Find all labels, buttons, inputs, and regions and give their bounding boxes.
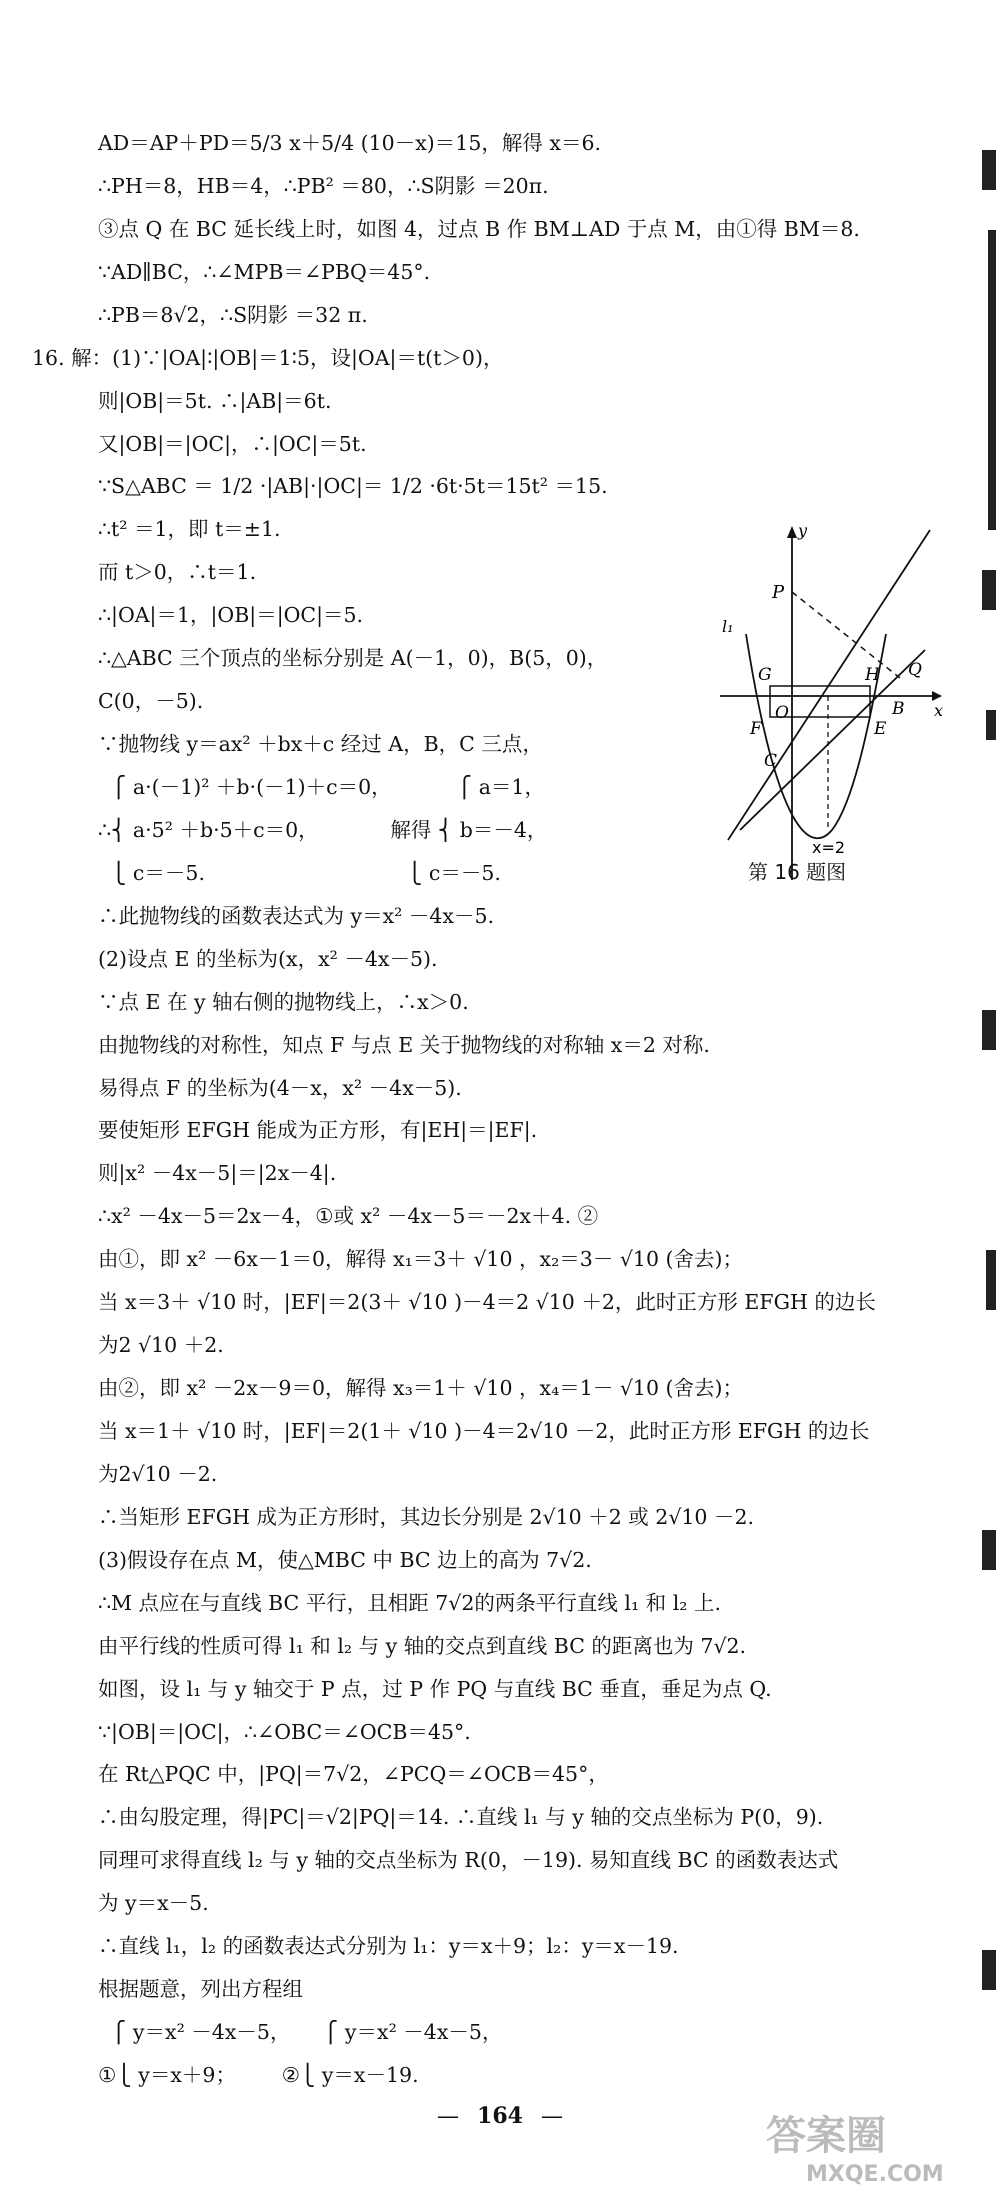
text-line-l44: 根据题意，列出方程组 [98,1977,303,2001]
label-b: B [892,699,905,719]
label-axis-x2: x=2 [812,838,846,857]
text-line-l24: 要使矩形 EFGH 能成为正方形，有|EH|＝|EF|. [98,1118,538,1142]
label-q: Q [908,660,922,680]
text-line-l25: 则|x² －4x－5|＝|2x－4|. [98,1161,337,1185]
y-axis-arrow [787,526,797,538]
text-line-l06: 16. 解：(1)∵|OA|∶|OB|＝1∶5，设|OA|＝t(t＞0)， [32,346,504,370]
watermark-logo [746,2101,986,2191]
text-line-l05: ∴PB＝8√2，∴S阴影 ＝32 π. [98,303,368,327]
text-line-l35: ∴M 点应在与直线 BC 平行，且相距 7√2的两条平行直线 l₁ 和 l₂ 上. [98,1591,722,1615]
text-line-l11: 而 t＞0，∴t＝1. [98,560,257,584]
text-line-l10: ∴t² ＝1，即 t＝±1. [98,517,281,541]
label-g: G [758,665,772,685]
text-line-l15: ∵抛物线 y＝ax² ＋bx＋c 经过 A，B，C 三点， [98,732,543,756]
watermark-url: MXQE.COM [806,2162,944,2187]
text-line-l31: 当 x＝1＋ √10 时，|EF|＝2(1＋ √10 )－4＝2√10 －2，此时正方形 EFGH 的边长 [98,1419,870,1443]
text-line-l40: ∴由勾股定理，得|PC|＝√2|PQ|＝14. ∴直线 l₁ 与 y 轴的交点坐标为 P(0，9). [98,1805,824,1829]
text-line-l23: 易得点 F 的坐标为(4－x，x² －4x－5). [98,1076,462,1100]
label-e: E [874,719,887,739]
text-line-l42: 为 y＝x－5. [98,1891,209,1915]
text-line-l45: ⎧ y＝x² －4x－5， ⎧ y＝x² －4x－5， [98,2020,503,2044]
segment-pq [792,592,900,678]
text-line-l20: (2)设点 E 的坐标为(x，x² －4x－5). [98,947,438,971]
text-line-l19: ∴此抛物线的函数表达式为 y＝x² －4x－5. [98,904,495,928]
watermark-text: 答案圈 [766,2113,886,2159]
text-line-l21: ∵点 E 在 y 轴右侧的抛物线上，∴x＞0. [98,990,469,1014]
page-number-value: 164 [477,2103,523,2129]
text-line-l16: ⎧ a·(－1)² ＋b·(－1)＋c＝0， ⎧ a＝1， [98,775,545,799]
text-line-l22: 由抛物线的对称性，知点 F 与点 E 关于抛物线的对称轴 x＝2 对称. [98,1033,710,1057]
text-line-l37: 如图，设 l₁ 与 y 轴交于 P 点，过 P 作 PQ 与直线 BC 垂直，垂足为点 Q. [98,1677,772,1701]
text-line-l04: ∵AD∥BC，∴∠MPB＝∠PBQ＝45°. [98,260,431,284]
text-line-l38: ∵|OB|＝|OC|，∴∠OBC＝∠OCB＝45°. [98,1720,471,1744]
text-line-l18: ⎩ c＝－5. ⎩ c＝－5. [98,861,501,885]
label-p: P [772,582,785,603]
text-line-l13: ∴△ABC 三个顶点的坐标分别是 A(－1，0)，B(5，0)， [98,646,608,670]
label-f: F [750,719,762,739]
figure-caption: 第 16 题图 [748,860,847,884]
text-line-l27: 由①，即 x² －6x－1＝0，解得 x₁＝3＋ √10 ，x₂＝3－ √10 (舍去)； [98,1247,744,1271]
text-line-l30: 由②，即 x² －2x－9＝0，解得 x₃＝1＋ √10 ，x₄＝1－ √10 (舍去)； [98,1376,744,1400]
text-line-l12: ∴|OA|＝1，|OB|＝|OC|＝5. [98,603,364,627]
text-line-l08: 又|OB|＝|OC|，∴|OC|＝5t. [98,432,367,456]
parabola-figure [720,520,950,890]
binding-edge-marks [978,150,1000,2000]
text-line-l29: 为2 √10 ＋2. [98,1333,224,1357]
label-l1: l₁ [722,617,734,636]
text-line-l28: 当 x＝3＋ √10 时，|EF|＝2(3＋ √10 )－4＝2 √10 ＋2，此时正方形 EFGH 的边长 [98,1290,876,1314]
label-o: O [775,703,789,723]
text-line-l39: 在 Rt△PQC 中，|PQ|＝7√2，∠PCQ＝∠OCB＝45°， [98,1762,609,1786]
x-axis-arrow [932,691,942,701]
text-line-l43: ∴直线 l₁，l₂ 的函数表达式分别为 l₁：y＝x＋9；l₂：y＝x－19. [98,1934,679,1958]
text-line-l33: ∴当矩形 EFGH 成为正方形时，其边长分别是 2√10 ＋2 或 2√10 －2. [98,1505,755,1529]
text-line-l02: ∴PH＝8，HB＝4，∴PB² ＝80，∴S阴影 ＝20π. [98,174,549,198]
label-x: x [934,701,944,720]
text-line-l46: ①⎩ y＝x＋9； ②⎩ y＝x－19. [98,2063,419,2087]
text-line-l03: ③点 Q 在 BC 延长线上时，如图 4，过点 B 作 BM⊥AD 于点 M，由①得 BM＝8. [98,217,860,241]
text-line-l09: ∵S△ABC ＝ 1/2 ·|AB|·|OC|＝ 1/2 ·6t·5t＝15t² ＝15. [98,474,608,498]
text-line-l01: AD＝AP＋PD＝5/3 x＋5/4 (10－x)＝15，解得 x＝6. [98,131,602,155]
line-l1 [728,530,930,840]
text-line-l26: ∴x² －4x－5＝2x－4，①或 x² －4x－5＝－2x＋4. ② [98,1204,599,1228]
page-number: — 164 — [437,2103,563,2129]
text-line-l34: (3)假设存在点 M，使△MBC 中 BC 边上的高为 7√2. [98,1548,592,1572]
text-line-l32: 为2√10 －2. [98,1462,218,1486]
text-line-l14: C(0，－5). [98,689,204,713]
text-line-l36: 由平行线的性质可得 l₁ 和 l₂ 与 y 轴的交点到直线 BC 的距离也为 7√2. [98,1634,747,1658]
text-line-l41: 同理可求得直线 l₂ 与 y 轴的交点坐标为 R(0，－19). 易知直线 BC 的函数表达式 [98,1848,839,1872]
text-line-l17: ∴⎨ a·5² ＋b·5＋c＝0， 解得 ⎨ b＝－4， [98,818,548,842]
label-h: H [865,665,880,685]
label-y: y [798,521,808,540]
label-c: C [764,751,778,771]
text-line-l07: 则|OB|＝5t. ∴|AB|＝6t. [98,389,332,413]
